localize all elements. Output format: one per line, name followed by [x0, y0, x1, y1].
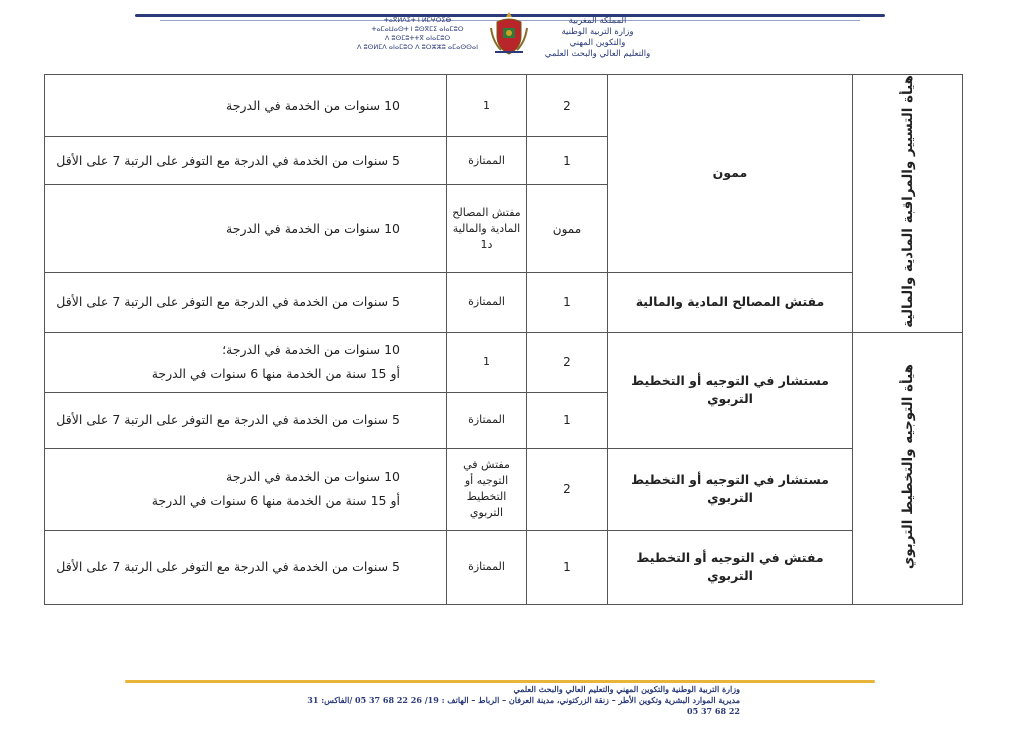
conditions-cell [45, 272, 447, 332]
condition-line: 10 سنوات من الخدمة في الدرجة [226, 220, 400, 236]
body-cell [853, 75, 963, 333]
previous-grade-cell: 1 [447, 75, 527, 137]
condition-line: 10 سنوات من الخدمة في الدرجة؛ [222, 342, 400, 358]
rank-cell: 2 [527, 332, 608, 392]
footer-line: مديرية الموارد البشرية وتكوين الأطر – زنقة الزركتوني، مدينة العرفان – الرباط – الهاتف : 19/ 26 22 68 37 05 /الفاكس: 31 22 68 37 05 [307, 695, 740, 716]
rank-cell: 1 [527, 392, 608, 448]
table-row [45, 448, 963, 530]
body-label: هيأة التسيير والمراقبة المادية والمالية [899, 75, 916, 328]
rank-cell: ممون [527, 185, 608, 272]
previous-grade-cell: 1 [447, 332, 527, 392]
grade-cell: مفتش في التوجيه أو التخطيط التربوي [608, 530, 853, 604]
previous-grade-cell: مفتش في التوجيه أو التخطيط التربوي [447, 448, 527, 530]
condition-line: أو 15 سنة من الخدمة منها 6 سنوات في الدرجة [151, 366, 400, 382]
grade-cell: مفتش المصالح المادية والمالية [608, 272, 853, 332]
footer-address [300, 684, 740, 717]
header-arabic [540, 16, 655, 60]
conditions-cell [45, 75, 447, 137]
previous-grade-cell: مفتش المصالح المادية والمالية د1 [447, 185, 527, 272]
rank-cell: 1 [527, 530, 608, 604]
table-row [45, 272, 963, 332]
header-right-line: والتكوين المهني [569, 38, 626, 48]
table-row [45, 75, 963, 137]
previous-grade-cell: الممتازة [447, 272, 527, 332]
grade-cell: مستشار في التوجيه أو التخطيط التربوي [608, 448, 853, 530]
condition-line: 10 سنوات من الخدمة في الدرجة [226, 469, 400, 485]
previous-grade-cell: الممتازة [447, 530, 527, 604]
royal-coat-of-arms-icon [487, 10, 531, 58]
condition-line: 5 سنوات من الخدمة في الدرجة مع التوفر على الرتبة 7 على الأقل [56, 559, 400, 575]
header-left-line: ⴷ ⵓⵙⵎⵓⵜⵜⴳ ⴰⵏⴰⵎⵓⵔ [384, 34, 451, 42]
condition-line: 5 سنوات من الخدمة في الدرجة مع التوفر على الرتبة 7 على الأقل [56, 294, 400, 310]
previous-grade-cell: الممتازة [447, 392, 527, 448]
condition-line: 10 سنوات من الخدمة في الدرجة [226, 97, 400, 113]
conditions-cell [45, 530, 447, 604]
rank-cell: 1 [527, 137, 608, 185]
header-right-line: والتعليم العالي والبحث العلمي [544, 49, 651, 59]
header-right-line: وزارة التربية الوطنية [561, 27, 634, 37]
header-left-line: ⵜⴰⴳⵍⴷⵉⵜ ⵏ ⵍⵎⵖⵔⵉⴱ [383, 16, 452, 24]
grade-cell: مستشار في التوجيه أو التخطيط التربوي [608, 332, 853, 448]
header-left-line: ⵜⴰⵎⴰⵡⴰⵙⵜ ⵏ ⵓⵙⴳⵎⵉ ⴰⵏⴰⵎⵓⵔ [371, 25, 464, 33]
conditions-cell [45, 332, 447, 392]
rank-cell: 1 [527, 272, 608, 332]
header-left-line: ⴷ ⵓⵙⵍⵎⴷ ⴰⵏⴰⵎⵓⵔ ⴷ ⵓⵔⵣⵣⵓ ⴰⵎⴰⵙⵙⴰⵏ [356, 43, 479, 51]
rank-cell: 2 [527, 75, 608, 137]
condition-line: أو 15 سنة من الخدمة منها 6 سنوات في الدرجة [151, 493, 400, 509]
footer-line: وزارة التربية الوطنية والتكوين المهني والتعليم العالي والبحث العلمي [513, 684, 740, 694]
conditions-cell [45, 185, 447, 272]
body-cell [853, 332, 963, 604]
table-row [45, 530, 963, 604]
grade-cell: ممون [608, 75, 853, 273]
conditions-cell [45, 448, 447, 530]
previous-grade-cell: الممتازة [447, 137, 527, 185]
header-right-line: المملكة المغربية [568, 16, 627, 26]
footer-rule [125, 680, 875, 683]
conditions-cell [45, 137, 447, 185]
rank-cell: 2 [527, 448, 608, 530]
condition-line: 5 سنوات من الخدمة في الدرجة مع التوفر على الرتبة 7 على الأقل [56, 412, 400, 428]
conditions-cell [45, 392, 447, 448]
body-label: هيأة التوجيه والتخطيط التربوي [899, 363, 916, 569]
promotion-conditions-table [44, 74, 963, 605]
condition-line: 5 سنوات من الخدمة في الدرجة مع التوفر على الرتبة 7 على الأقل [56, 152, 400, 168]
table-row [45, 332, 963, 392]
header-tifinagh [355, 16, 480, 52]
